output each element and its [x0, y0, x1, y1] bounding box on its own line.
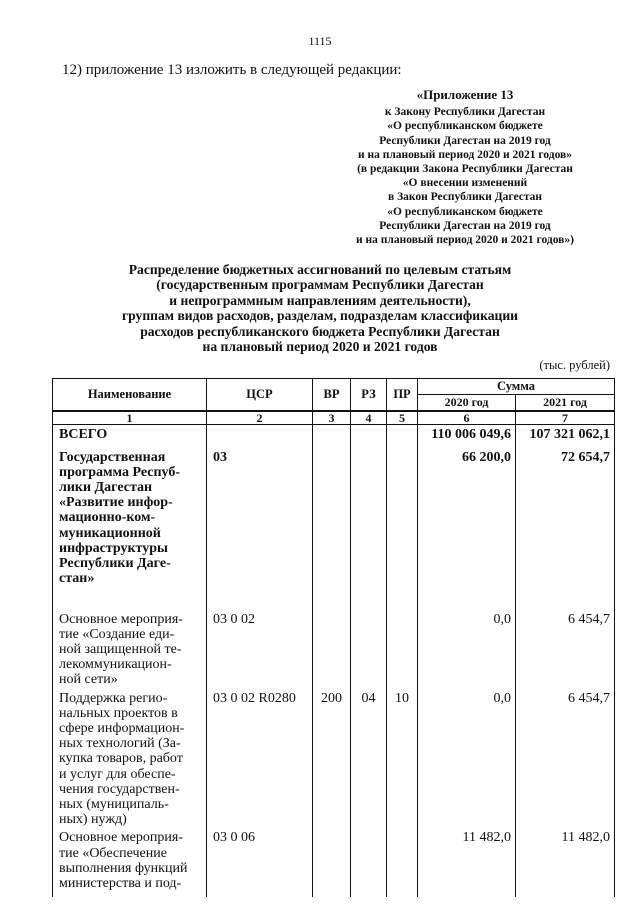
- name-line: купка товаров, работ: [59, 751, 183, 767]
- cell-csr: 03 0 02: [207, 609, 313, 688]
- cell-2021: 6 454,7: [516, 609, 615, 688]
- appendix-header: [330, 88, 600, 247]
- name-line: лики Дагестан: [59, 479, 153, 495]
- cell-2020: 11 482,0: [418, 827, 516, 897]
- appendix-line: «Приложение 13: [416, 87, 514, 102]
- appendix-line: «О внесении изменений: [402, 177, 528, 190]
- table-row: [53, 688, 615, 828]
- cell-2020: 66 200,0: [418, 447, 516, 609]
- units-label: (тыс. рублей): [539, 358, 610, 372]
- table-row: [53, 827, 615, 897]
- cell-vr: [313, 447, 351, 609]
- col-number: 7: [516, 411, 615, 425]
- cell-2021: 6 454,7: [516, 688, 615, 828]
- col-number: 2: [207, 411, 313, 425]
- name-line: Основное мероприя-: [59, 611, 183, 627]
- cell-name: [53, 447, 207, 609]
- appendix-line: «О республиканском бюджете: [387, 120, 543, 133]
- name-line: выполнения функций: [59, 860, 188, 876]
- cell-csr: 03 0 06: [207, 827, 313, 897]
- appendix-line: Республики Дагестан на 2019 год: [379, 134, 551, 147]
- title-line: и непрограммным направлениям деятельности),: [169, 292, 471, 308]
- col-number: 6: [418, 411, 516, 425]
- name-line: лекоммуникацион-: [59, 657, 172, 673]
- cell-rz: [351, 425, 387, 447]
- cell-2021: 72 654,7: [516, 447, 615, 609]
- name-line: Государственная: [59, 449, 166, 465]
- header-2020: 2020 год: [418, 395, 516, 412]
- header-sum: Сумма: [418, 379, 615, 395]
- title-line: Распределение бюджетных ассигнований по целевым статьям: [128, 262, 512, 277]
- cell-rz: 04: [351, 688, 387, 828]
- cell-2020: 0,0: [418, 688, 516, 828]
- name-line: ной сети»: [59, 672, 118, 688]
- header-rz: РЗ: [351, 379, 387, 412]
- cell-vr: 200: [313, 688, 351, 828]
- appendix-line: (в редакции Закона Республики Дагестан: [357, 163, 573, 176]
- cell-rz: [351, 447, 387, 609]
- document-title: [80, 262, 560, 354]
- title-line: (государственным программам Республики Дагестан: [156, 277, 484, 293]
- cell-name: [53, 688, 207, 828]
- cell-pr: [387, 447, 418, 609]
- cell-2021: 11 482,0: [516, 827, 615, 897]
- cell-vr: [313, 609, 351, 688]
- cell-2021: 107 321 062,1: [516, 425, 615, 447]
- cell-pr: [387, 609, 418, 688]
- cell-name: [53, 827, 207, 897]
- col-number: 4: [351, 411, 387, 425]
- name-line: министерства и под-: [59, 875, 182, 891]
- appendix-line: «О республиканском бюджете: [387, 205, 543, 218]
- cell-pr: [387, 425, 418, 447]
- name-line: «Развитие инфор-: [59, 495, 173, 511]
- name-line: ных технологий (За-: [59, 736, 181, 752]
- cell-2020: 0,0: [418, 609, 516, 688]
- header-vr: ВР: [313, 379, 351, 412]
- name-line: муникационной: [59, 525, 161, 541]
- name-line: чения государствен-: [59, 781, 180, 797]
- cell-vr: [313, 425, 351, 447]
- title-line: расходов республиканского бюджета Республики Дагестан: [140, 323, 500, 339]
- name-line: ных) нужд): [59, 812, 127, 828]
- header-2021: 2021 год: [516, 395, 615, 412]
- name-line: ных (муниципаль-: [59, 796, 169, 812]
- cell-csr: 03: [207, 447, 313, 609]
- name-line: тие «Обеспечение: [59, 845, 167, 861]
- cell-csr: 03 0 02 R0280: [207, 688, 313, 828]
- header-name: Наименование: [53, 379, 207, 412]
- cell-pr: 10: [387, 688, 418, 828]
- cell-2020: 110 006 049,6: [418, 425, 516, 447]
- table-row: [53, 609, 615, 688]
- table-row: [53, 447, 615, 609]
- header-csr: ЦСР: [207, 379, 313, 412]
- table-row: [53, 425, 615, 447]
- title-line: на плановый период 2020 и 2021 годов: [202, 339, 438, 355]
- cell-rz: [351, 827, 387, 897]
- col-number: 5: [387, 411, 418, 425]
- col-number: 1: [53, 411, 207, 425]
- name-line: и услуг для обеспе-: [59, 766, 176, 782]
- name-line: программа Респуб-: [59, 464, 180, 480]
- title-line: группам видов расходов, разделам, подразделам классификации: [121, 308, 519, 324]
- appendix-line: к Закону Республики Дагестан: [384, 106, 546, 119]
- budget-table: [52, 378, 615, 897]
- name-line: нальных проектов в: [59, 705, 178, 721]
- name-line: ВСЕГО: [59, 427, 108, 442]
- name-line: мационно-ком-: [59, 510, 156, 526]
- cell-name: [53, 609, 207, 688]
- appendix-line: в Закон Республики Дагестан: [388, 191, 542, 204]
- name-line: сфере информацион-: [59, 720, 185, 736]
- cell-vr: [313, 827, 351, 897]
- name-line: Поддержка регио-: [59, 690, 168, 706]
- cell-csr: [207, 425, 313, 447]
- name-line: тие «Создание еди-: [59, 626, 175, 642]
- appendix-line: Республики Дагестан на 2019 год: [379, 219, 551, 232]
- intro-text: 12) приложение 13 изложить в следующей редакции:: [62, 62, 402, 78]
- name-line: стан»: [59, 571, 95, 587]
- appendix-line: и на плановый период 2020 и 2021 годов»): [356, 234, 574, 247]
- cell-pr: [387, 827, 418, 897]
- col-number: 3: [313, 411, 351, 425]
- name-line: Республики Даге-: [59, 555, 171, 571]
- name-line: ной защищенной те-: [59, 641, 182, 657]
- cell-name: [53, 425, 207, 447]
- header-pr: ПР: [387, 379, 418, 412]
- name-line: Основное мероприя-: [59, 830, 183, 846]
- appendix-line: и на плановый период 2020 и 2021 годов»: [357, 148, 573, 161]
- cell-rz: [351, 609, 387, 688]
- page-number: 1115: [308, 34, 332, 48]
- name-line: инфраструктуры: [59, 540, 168, 556]
